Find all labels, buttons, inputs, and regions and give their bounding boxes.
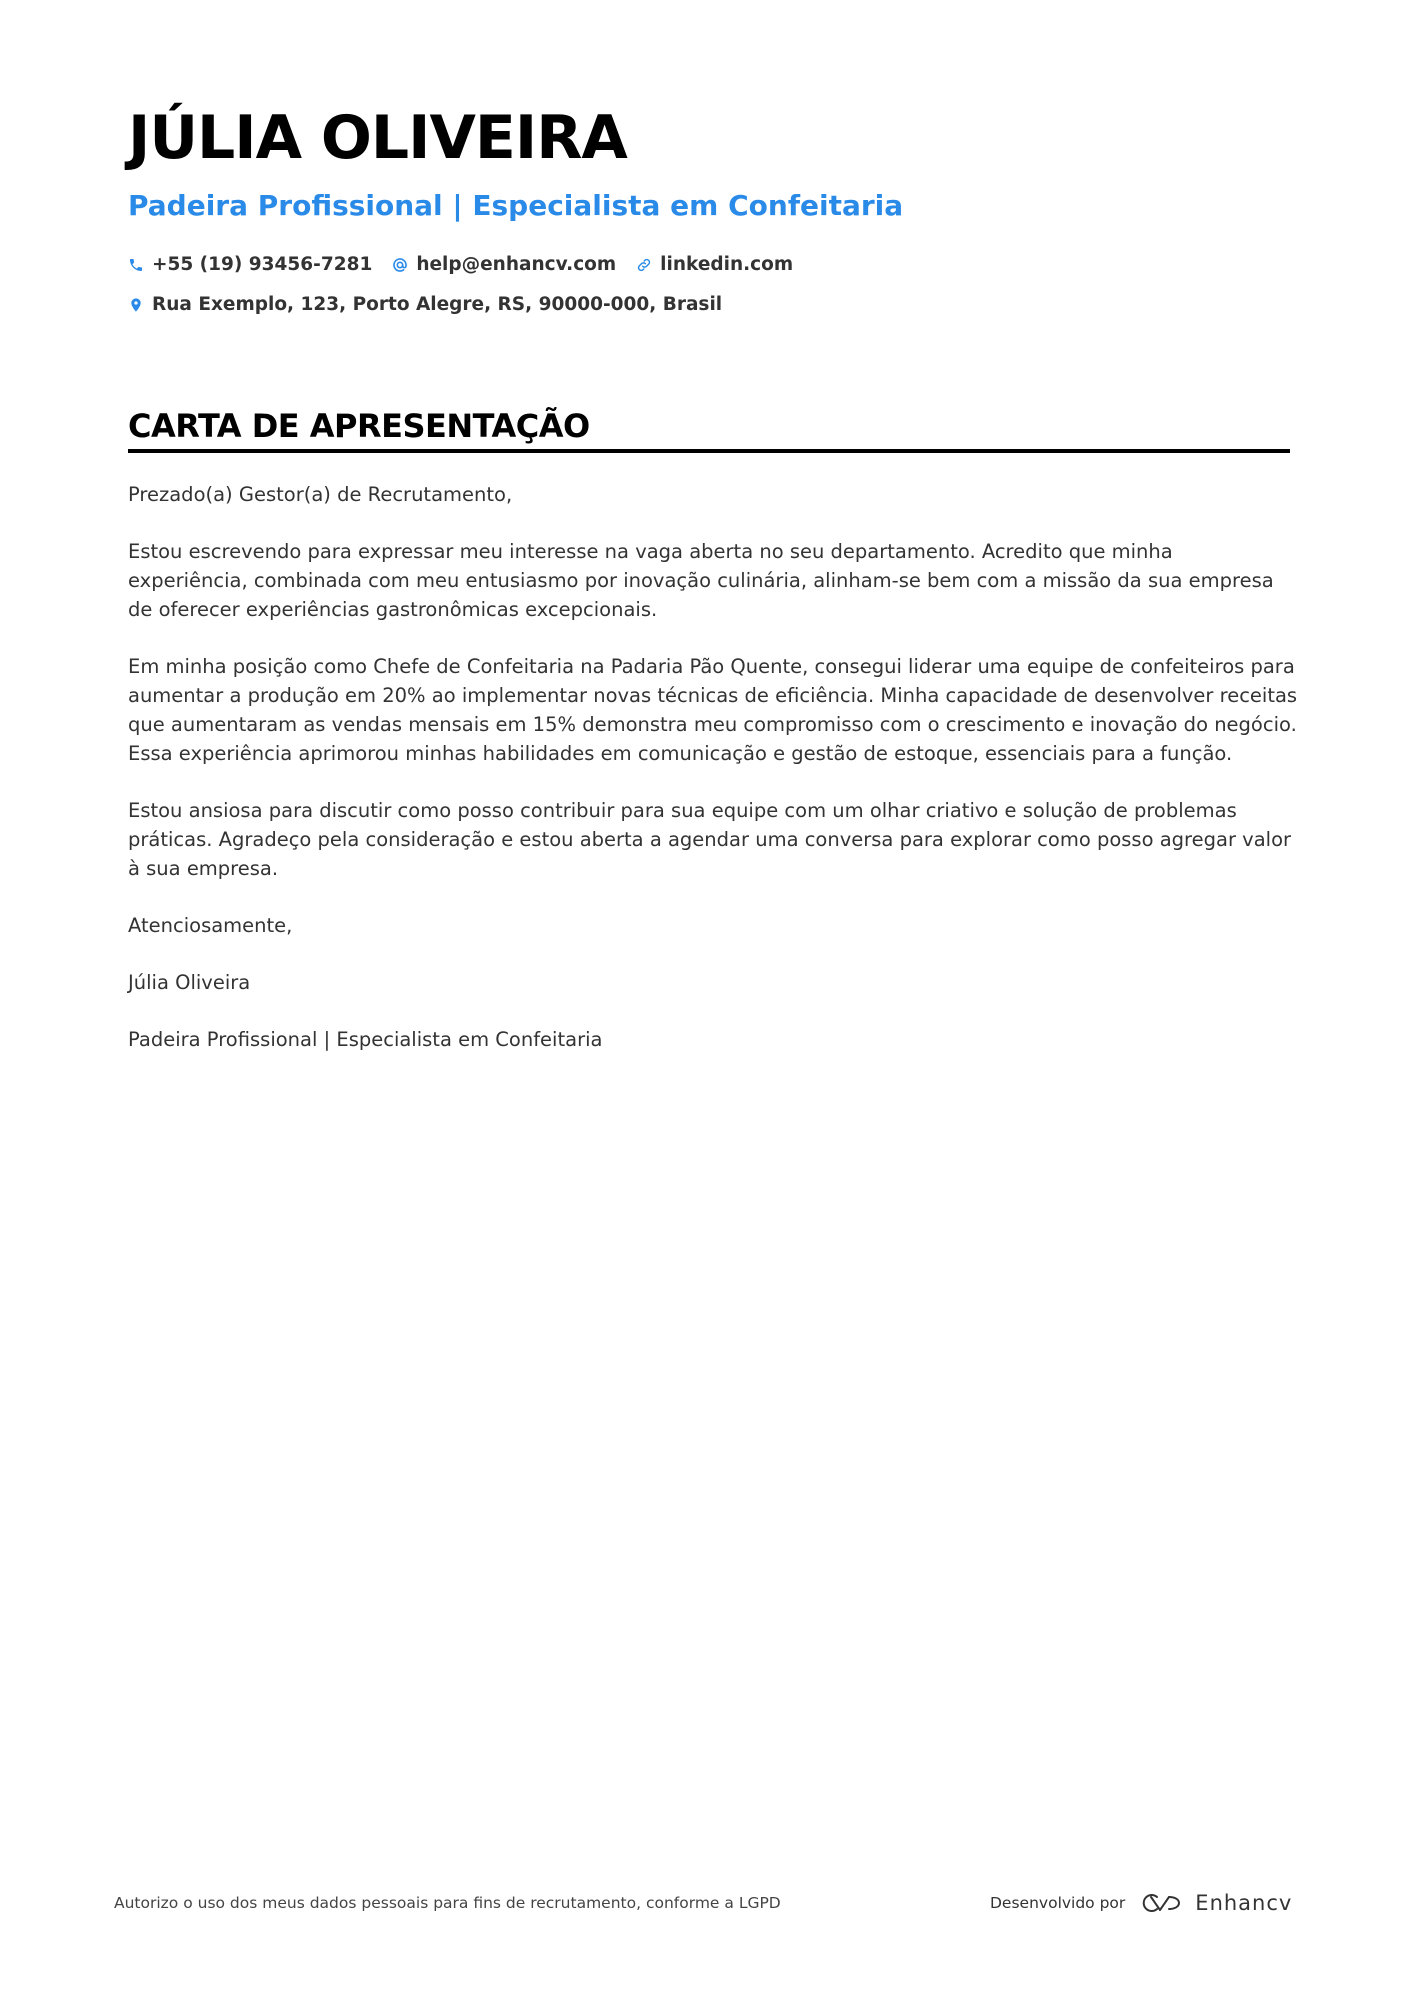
enhancv-brand: Enhancv: [1195, 1891, 1293, 1915]
letter-paragraph: Estou ansiosa para discutir como posso contribuir para sua equipe com um olhar criativo e solução de problemas práticas. Agradeço pela consideração e estou aberta a agendar uma conversa para explorar como posso agregar valor à sua empresa.: [128, 799, 1292, 880]
powered-by-label: Desenvolvido por: [990, 1894, 1126, 1912]
letter-body: [128, 480, 1298, 1082]
enhancv-logo-icon: [1137, 1890, 1183, 1916]
phone-icon: [128, 257, 144, 273]
candidate-name: JÚLIA OLIVEIRA: [128, 103, 627, 173]
consent-note: Autorizo o uso dos meus dados pessoais para fins de recrutamento, conforme a LGPD: [114, 1894, 781, 1912]
contact-website[interactable]: [636, 256, 793, 275]
contact-row-primary: [128, 256, 813, 275]
contact-address: [128, 296, 722, 315]
link-icon: [636, 257, 652, 273]
contact-phone[interactable]: [128, 256, 372, 275]
address-text: Rua Exemplo, 123, Porto Alegre, RS, 90000-000, Brasil: [152, 294, 723, 315]
letter-paragraph: Em minha posição como Chefe de Confeitaria na Padaria Pão Quente, consegui liderar uma equipe de confeiteiros para aumentar a produção em 20% ao implementar novas técnicas de eficiência. Minha capacidade de desenvolver receitas que aumentaram as vendas mensais em 15% demonstra meu compromisso com o crescimento e inovação do negócio. Essa experiência aprimorou minhas habilidades em comunicação e gestão de estoque, essenciais para a função.: [128, 655, 1298, 765]
email-text: help@enhancv.com: [416, 254, 617, 275]
contact-row-address: [128, 296, 742, 315]
phone-text: +55 (19) 93456-7281: [152, 254, 373, 275]
signature-title: Padeira Profissional | Especialista em Confeitaria: [128, 1028, 603, 1051]
location-pin-icon: [128, 297, 144, 313]
powered-by[interactable]: [990, 1890, 1292, 1916]
website-text: linkedin.com: [660, 254, 794, 275]
letter-paragraph: Estou escrevendo para expressar meu interesse na vaga aberta no seu departamento. Acredito que minha experiência, combinada com meu entusiasmo por inovação culinária, alinham-se bem com a missão da sua empresa de oferecer experiências gastronômicas excepcionais.: [128, 540, 1274, 621]
section-divider: [128, 449, 1290, 453]
candidate-title: Padeira Profissional | Especialista em Confeitaria: [128, 189, 904, 222]
contact-email[interactable]: [392, 256, 616, 275]
salutation: Prezado(a) Gestor(a) de Recrutamento,: [128, 483, 513, 506]
signature-name: Júlia Oliveira: [128, 971, 251, 994]
at-icon: [392, 257, 408, 273]
closing: Atenciosamente,: [128, 914, 293, 937]
section-title: CARTA DE APRESENTAÇÃO: [128, 407, 590, 445]
